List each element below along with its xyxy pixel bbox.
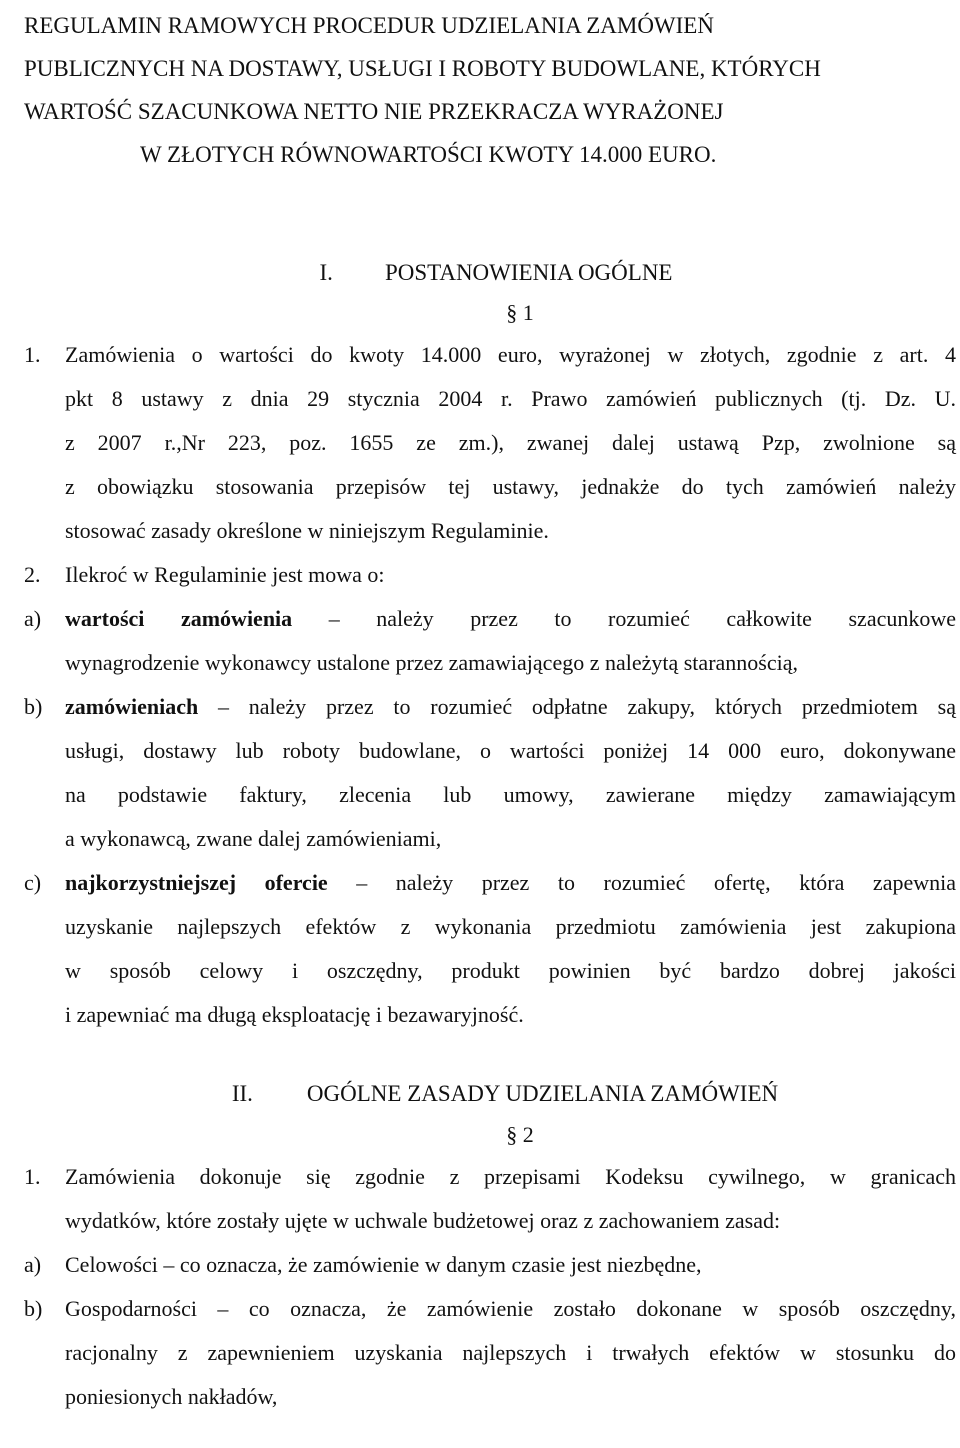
definition-line <box>65 685 956 729</box>
definition-label: c) <box>24 870 42 895</box>
section-2-item-1 <box>24 1155 956 1243</box>
principle-line: poniesionych nakładów, <box>65 1384 278 1409</box>
item-line: z 2007 r.,Nr 223, poz. 1655 ze zm.), zwanej dalej ustawą Pzp, zwolnione są <box>65 430 956 455</box>
principle-line: Celowości – co oznacza, że zamówienie w danym czasie jest niezbędne, <box>65 1252 702 1277</box>
item-line: pkt 8 ustawy z dnia 29 stycznia 2004 r. Prawo zamówień publicznych (tj. Dz. U. <box>65 386 956 411</box>
definition-term: najkorzystniejszej ofercie <box>65 870 328 895</box>
definition-text: – należy przez to rozumieć całkowite szacunkowe <box>292 606 956 631</box>
definition-line: wynagrodzenie wykonawcy ustalone przez zamawiającego z należytą starannością, <box>65 650 798 675</box>
definition-line: uzyskanie najlepszych efektów z wykonania przedmiotu zamówienia jest zakupiona <box>65 914 956 939</box>
document-title <box>24 4 956 176</box>
item-line: wydatków, które zostały ujęte w uchwale budżetowej oraz z zachowaniem zasad: <box>65 1208 781 1233</box>
principle-b <box>24 1287 956 1419</box>
definition-text: – należy przez to rozumieć ofertę, która zapewnia <box>327 870 956 895</box>
item-line: z obowiązku stosowania przepisów tej ustawy, jednakże do tych zamówień należy <box>65 474 956 499</box>
principle-label: a) <box>24 1252 42 1277</box>
paragraph-2-mark: § 2 <box>506 1122 534 1147</box>
definition-a <box>24 597 956 685</box>
item-label: 2. <box>24 562 41 587</box>
definition-line <box>65 597 956 641</box>
definition-text: – należy przez to rozumieć odpłatne zakupy, których przedmiotem są <box>198 694 956 719</box>
principle-label: b) <box>24 1296 43 1321</box>
item-label: 1. <box>24 1164 41 1189</box>
section-1-title: POSTANOWIENIA OGÓLNE <box>384 260 673 285</box>
item-line: Zamówienia o wartości do kwoty 14.000 euro, wyrażonej w złotych, zgodnie z art. 4 <box>65 342 956 367</box>
definition-line: usługi, dostawy lub roboty budowlane, o wartości poniżej 14 000 euro, dokonywane <box>65 738 956 763</box>
section-1-item-2 <box>24 553 956 597</box>
title-line-3: WARTOŚĆ SZACUNKOWA NETTO NIE PRZEKRACZA WYRAŻONEJ <box>24 99 724 124</box>
definition-term: wartości zamówienia <box>65 606 293 631</box>
definition-label: b) <box>24 694 43 719</box>
section-1-number: I. <box>319 260 333 285</box>
definition-c <box>24 861 956 1037</box>
section-1-heading <box>24 253 956 293</box>
definition-b <box>24 685 956 861</box>
definition-term: zamówieniach <box>65 694 199 719</box>
section-2-number: II. <box>231 1081 253 1106</box>
definition-line <box>65 861 956 905</box>
title-line-4: W ZŁOTYCH RÓWNOWARTOŚCI KWOTY 14.000 EURO. <box>140 142 717 167</box>
definition-label: a) <box>24 606 42 631</box>
definition-line: na podstawie faktury, zlecenia lub umowy, zawierane między zamawiającym <box>65 782 956 807</box>
section-2-heading <box>24 1072 956 1115</box>
item-label: 1. <box>24 342 41 367</box>
principle-line: Gospodarności – co oznacza, że zamówienie zostało dokonane w sposób oszczędny, <box>65 1296 956 1321</box>
section-2-title: OGÓLNE ZASADY UDZIELANIA ZAMÓWIEŃ <box>306 1081 779 1106</box>
definition-line: a wykonawcą, zwane dalej zamówieniami, <box>65 826 442 851</box>
principle-a <box>24 1243 956 1287</box>
document-page <box>24 0 956 1419</box>
item-line: stosować zasady określone w niniejszym Regulaminie. <box>65 518 549 543</box>
definition-line: w sposób celowy i oszczędny, produkt powinien być bardzo dobrej jakości <box>65 958 956 983</box>
title-line-2: PUBLICZNYCH NA DOSTAWY, USŁUGI I ROBOTY BUDOWLANE, KTÓRYCH <box>24 56 821 81</box>
item-line: Ilekroć w Regulaminie jest mowa o: <box>65 562 385 587</box>
principle-line: racjonalny z zapewnieniem uzyskania najlepszych i trwałych efektów w stosunku do <box>65 1340 956 1365</box>
definition-line: i zapewniać ma długą eksploatację i bezawaryjność. <box>65 1002 524 1027</box>
item-line: Zamówienia dokonuje się zgodnie z przepisami Kodeksu cywilnego, w granicach <box>65 1164 956 1189</box>
title-line-1: REGULAMIN RAMOWYCH PROCEDUR UDZIELANIA ZAMÓWIEŃ <box>24 13 714 38</box>
section-1-item-1 <box>24 333 956 553</box>
paragraph-1-mark: § 1 <box>506 300 534 325</box>
